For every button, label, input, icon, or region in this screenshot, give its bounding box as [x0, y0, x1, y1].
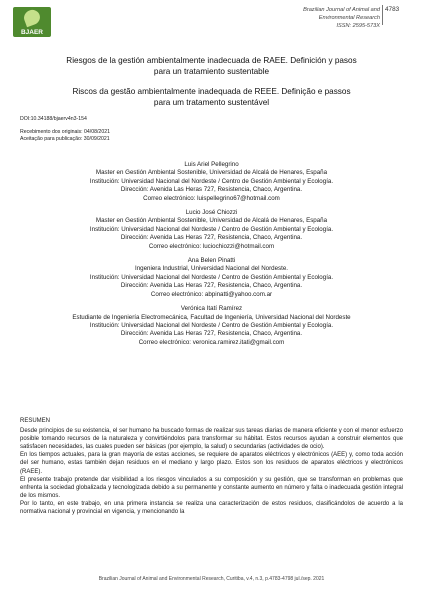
- title-line: para um tratamento sustentável: [153, 97, 270, 107]
- author-address: Dirección: Avenida Las Heras 727, Resistencia, Chaco, Argentina.: [120, 234, 303, 242]
- title-spanish: [20, 56, 403, 77]
- author-institution: Institución: Universidad Nacional del Nordeste / Centro de Gestión Ambiental y Ecología.: [89, 321, 334, 329]
- author-institution: Institución: Universidad Nacional del Nordeste / Centro de Gestión Ambiental y Ecología.: [89, 177, 334, 185]
- author-email: Correo electrónico: luciochiozzi@hotmail.com: [148, 242, 275, 250]
- abstract-paragraph: Por lo tanto, en este trabajo, en una primera instancia se realiza una caracterización de estos residuos, clasificándolos de acuerdo a la normativa nacional y provincial en vigencia, y mencionando la: [20, 500, 403, 516]
- author-email: Correo electrónico: abpinatti@yahoo.com.ar: [150, 290, 273, 298]
- author-block: [20, 305, 403, 347]
- author-degree: Master en Gestión Ambiental Sostenible, Universidad de Alcalá de Henares, España: [95, 217, 328, 225]
- author-name: Verónica Itatí Ramírez: [180, 305, 243, 313]
- title-portuguese: [20, 87, 403, 108]
- journal-logo: [13, 7, 51, 37]
- author-block: [20, 209, 403, 251]
- author-institution: Institución: Universidad Nacional del Nordeste / Centro de Gestión Ambiental y Ecología.: [89, 225, 334, 233]
- author-name: Lucio José Chiozzi: [185, 209, 238, 217]
- author-institution: Institución: Universidad Nacional del Nordeste / Centro de Gestión Ambiental y Ecología.: [89, 273, 334, 281]
- title-line: Riscos da gestão ambientalmente inadequada de REEE. Definição e passos: [72, 87, 351, 96]
- author-address: Dirección: Avenida Las Heras 727, Resistencia, Chaco, Argentina.: [120, 186, 303, 194]
- accepted-date: Aceitação para publicação: 30/09/2021: [20, 136, 110, 142]
- abstract-paragraph: En los tiempos actuales, para la gran mayoría de estas acciones, se requiere de aparatos eléctricos y electrónicos (AEE) y, como toda acción del ser humano, estas también dejan residuos en el mediano y largo plazo. Estos son los residuos de aparatos eléctricos y electrónicos (RAEE).: [20, 452, 403, 475]
- author-address: Dirección: Avenida Las Heras 727, Resistencia, Chaco, Argentina.: [120, 330, 303, 338]
- author-email: Correo electrónico: veronica.ramirez.itati@gmail.com: [138, 338, 285, 346]
- running-header: [270, 6, 380, 30]
- dates: [20, 129, 110, 143]
- logo-text: BJAER: [20, 29, 44, 36]
- abstract-paragraph: Desde principios de su existencia, el ser humano ha buscado formas de realizar sus tareas diarias de manera eficiente y con el menor esfuerzo posible tomando recursos de la naturaleza y convirtiéndolos para transformar su hábitat. Estos recursos ayudan a construir elementos que satisfacen necesidades, las cuales pueden ser básicas (por ejemplo, la salud) o secundarias (actividades de ocio).: [20, 428, 403, 451]
- author-block: [20, 161, 403, 203]
- header-divider: [382, 5, 383, 25]
- author-name: Luis Ariel Pellegrino: [184, 161, 239, 168]
- leaf-icon: [22, 8, 42, 28]
- author-degree: Master en Gestión Ambiental Sostenible, Universidad de Alcalá de Henares, España: [95, 169, 328, 177]
- doi: DOI:10.34188/bjaerv4n3-154: [20, 116, 87, 122]
- journal-issn: ISSN: 2595-573X: [336, 23, 380, 29]
- author-email: Correo electrónico: luispellegrino67@hotmail.com: [143, 194, 280, 202]
- journal-name: Brazilian Journal of Animal and Environmental Research: [303, 7, 380, 21]
- title-line: Riesgos de la gestión ambientalmente inadecuada de RAEE. Definición y pasos: [66, 56, 357, 65]
- page-number: 4783: [385, 6, 400, 13]
- received-date: Recebimento dos originais: 04/08/2021: [20, 129, 110, 135]
- author-block: [20, 257, 403, 299]
- author-address: Dirección: Avenida Las Heras 727, Resistencia, Chaco, Argentina.: [120, 282, 303, 290]
- author-degree: Ingeniera Industrial, Universidad Nacional del Nordeste.: [134, 265, 289, 273]
- abstract-heading: RESUMEN: [20, 418, 51, 424]
- abstract: [20, 417, 403, 516]
- title-line: para un tratamiento sustentable: [153, 66, 270, 76]
- author-list: [20, 161, 403, 353]
- abstract-paragraph: El presente trabajo pretende dar visibilidad a los riesgos vinculados a su composición y su gestión, que se transforman en problemas que enfrenta la sociedad globalizada y tecnologizada debido a su permanente y constante aumento en número y falta o inadecuada gestión integral de los mismos.: [20, 476, 403, 499]
- author-name: Ana Belen Pinatti: [187, 257, 236, 265]
- author-degree: Estudiante de Ingeniería Electromecánica, Facultad de Ingeniería, Universidad Nacional del Nordeste: [72, 313, 351, 321]
- page-footer: Brazilian Journal of Animal and Environmental Research, Curitiba, v.4, n.3, p.4783-4798 jul./sep. 2021: [98, 576, 325, 582]
